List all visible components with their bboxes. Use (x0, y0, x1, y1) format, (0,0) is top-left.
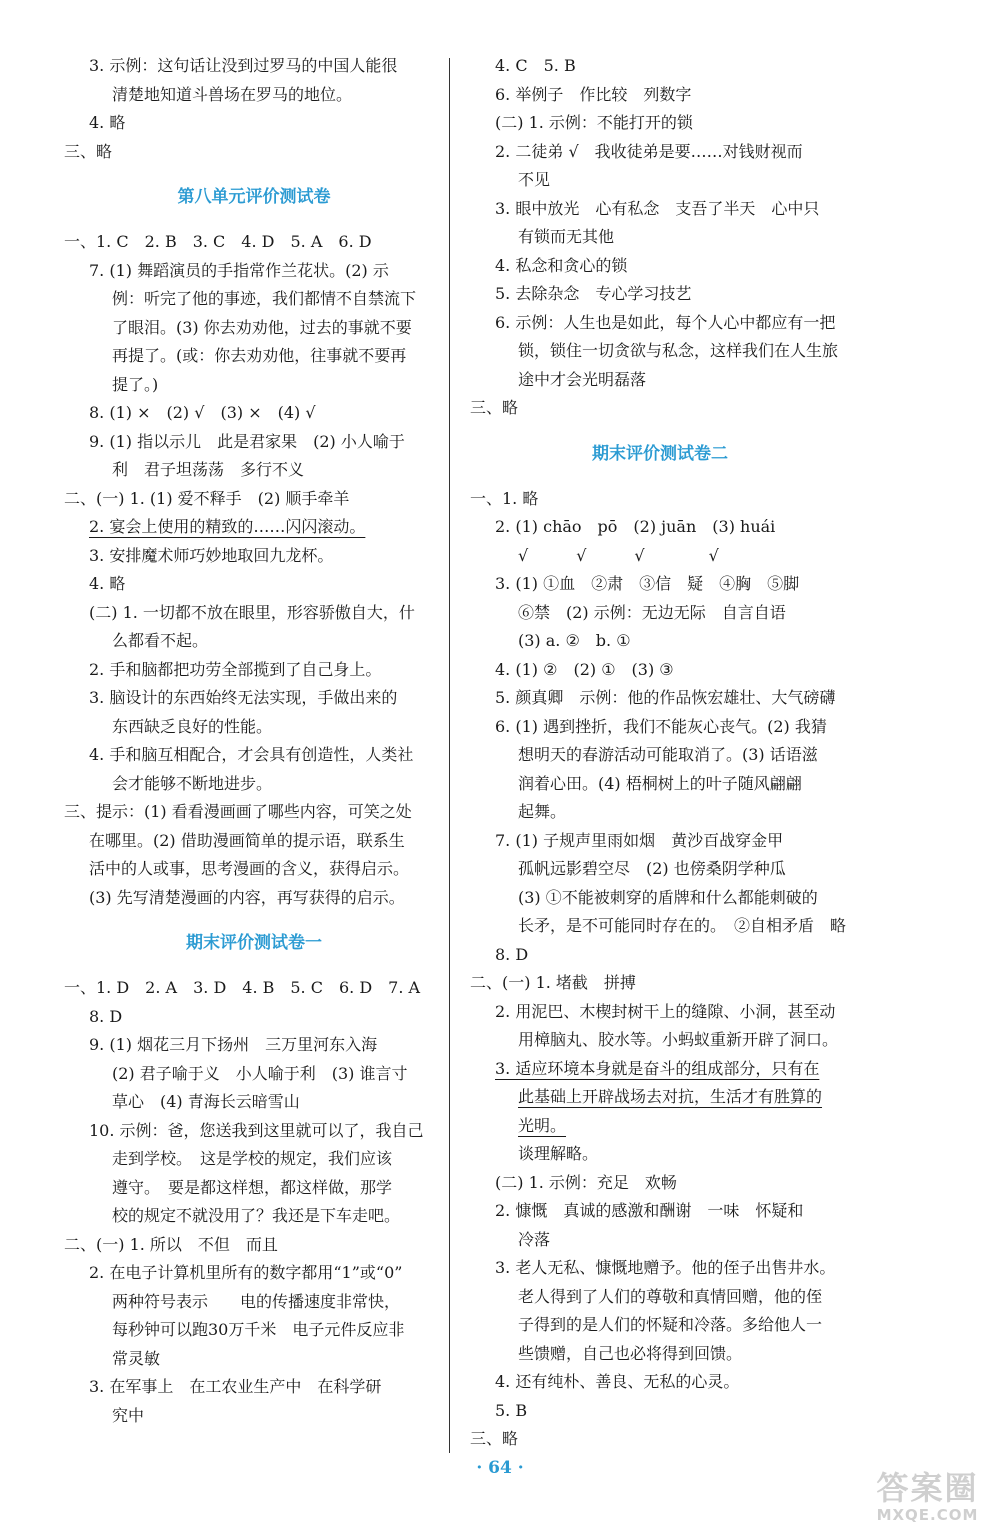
answer-text: 4. C 5. B (495, 56, 576, 75)
answer-text: 利 君子坦荡荡 多行不义 (112, 460, 305, 479)
answer-text: 2. 二徒弟 √ 我收徒弟是要……对钱财视而 (495, 141, 803, 161)
answer-text: 究中 (112, 1405, 145, 1425)
answer-text: (二) 1. 示例：不能打开的锁 (495, 113, 693, 132)
answer-text: 3. 老人无私、慷慨地赠予。他的侄子出售井水。 (495, 1258, 836, 1277)
answer-line (64, 570, 444, 599)
answer-text: 三、提示：(1) 看看漫画画了哪些内容，可笑之处 (64, 802, 412, 821)
answer-text: 3. 适应环境本身就是奋斗的组成部分，只有在 (495, 1058, 820, 1078)
answer-text: (3) 先写清楚漫画的内容，再写获得的启示。 (89, 887, 405, 907)
answer-text: 起舞。 (518, 802, 567, 821)
answer-text: 6. 示例：人生也是如此，每个人心中都应有一把 (495, 312, 836, 332)
answer-text: 东西缺乏良好的性能。 (112, 716, 273, 736)
answer-line (470, 884, 850, 913)
answer-line (64, 1145, 444, 1174)
answer-text: 草心 (4) 青海长云暗雪山 (112, 1092, 300, 1111)
section-title: 期末评价测试卷二 (592, 443, 728, 464)
answer-line (64, 342, 444, 371)
answer-line (64, 713, 444, 742)
answer-line (64, 855, 444, 884)
answer-text: 8. D (495, 944, 529, 964)
answer-line (470, 941, 850, 970)
answer-line (64, 1088, 444, 1117)
answer-text: 2. 手和脑都把功劳全部揽到了自己身上。 (89, 659, 382, 679)
answer-text: 5. 颜真卿 示例：他的作品恢宏雄壮、大气磅礴 (495, 688, 836, 707)
answer-line (64, 1031, 444, 1060)
answer-text: 长矛，是不可能同时存在的。 ②自相矛盾 略 (518, 916, 847, 935)
answer-text: (二) 1. 一切都不放在眼里，形容骄傲自大，什 (89, 602, 415, 622)
answer-text: 二、(一) 1. 堵截 拼搏 (470, 973, 636, 992)
answer-text: 例：听完了他的事迹，我们都情不自禁流下 (112, 289, 417, 308)
answer-text: 清楚地知道斗兽场在罗马的地位。 (112, 84, 353, 104)
answer-line (470, 1425, 850, 1454)
answer-line (64, 1402, 444, 1431)
answer-text: 三、略 (470, 398, 519, 417)
section-title: 第八单元评价测试卷 (177, 187, 331, 207)
answer-line (64, 684, 444, 713)
answer-text: 5. 去除杂念 专心学习技艺 (495, 284, 692, 303)
answer-text: 7. (1) 子规声里雨如烟 黄沙百战穿金甲 (495, 830, 784, 850)
answer-line (64, 456, 444, 485)
answer-text: 3. 示例：这句话让没到过罗马的中国人能很 (89, 56, 398, 75)
answer-line (470, 366, 850, 395)
answer-line (64, 1003, 444, 1032)
answer-text: 遵守。 要是都这样想，都这样做，那学 (112, 1177, 393, 1197)
answer-text: 走到学校。 这是学校的规定，我们应该 (112, 1149, 393, 1168)
left-column (64, 52, 444, 1430)
answer-line (64, 1259, 444, 1288)
answer-text: ⑥禁 (2) 示例：无边无际 自言自语 (518, 602, 786, 622)
answer-line (470, 195, 850, 224)
answer-text: 3. 脑设计的东西始终无法实现，手做出来的 (89, 688, 398, 707)
answer-line (470, 1226, 850, 1255)
answer-text: 一、1. C 2. B 3. C 4. D 5. A 6. D (64, 232, 372, 251)
answer-line (64, 399, 444, 428)
answer-line (64, 974, 444, 1003)
answer-line (470, 827, 850, 856)
answer-text: 么都看不起。 (112, 631, 209, 650)
answer-line (64, 81, 444, 110)
answer-line (64, 371, 444, 400)
answer-line (470, 542, 850, 571)
answer-text: 些馈赠，自己也必将得到回馈。 (518, 1343, 743, 1363)
answer-line (64, 827, 444, 856)
answer-text: 常灵敏 (112, 1348, 161, 1368)
answer-line (470, 912, 850, 941)
answer-text: 6. (1) 遇到挫折，我们不能灰心丧气。(2) 我猜 (495, 716, 827, 736)
answer-line (470, 713, 850, 742)
answer-text: 再提了。(或：你去劝劝他，往事就不要再 (112, 346, 407, 365)
answer-line (470, 1140, 850, 1169)
answer-line (470, 1340, 850, 1369)
answer-text: 3. 眼中放光 心有私念 支吾了半天 心中只 (495, 198, 820, 218)
answer-line (64, 1316, 444, 1345)
answer-line (470, 337, 850, 366)
watermark-line1: 答案圈 (876, 1469, 979, 1507)
answer-text: 一、1. 略 (470, 488, 539, 508)
answer-text: 活中的人或事，思考漫画的含义，获得启示。 (89, 859, 410, 878)
answer-line (64, 485, 444, 514)
page-number: · 64 · (476, 1458, 524, 1478)
answer-line (470, 599, 850, 628)
answer-line (470, 969, 850, 998)
answer-line (64, 513, 444, 542)
answer-text: 两种符号表示 电的传播速度非常快， (112, 1291, 401, 1311)
answer-text: 途中才会光明磊落 (518, 369, 647, 389)
answer-text: 2. 慷慨 真诚的感激和酬谢 一味 怀疑和 (495, 1201, 804, 1220)
answer-line (470, 627, 850, 656)
answer-text: 二、(一) 1. (1) 爱不释手 (2) 顺手牵羊 (64, 488, 350, 508)
answer-line (64, 599, 444, 628)
answer-line (470, 52, 850, 81)
answer-text: 3. 在军事上 在工农业生产中 在科学研 (89, 1377, 382, 1396)
answer-line (470, 1254, 850, 1283)
answer-line (470, 309, 850, 338)
answer-text: 不见 (518, 170, 551, 189)
answer-line (64, 1373, 444, 1402)
answer-line (64, 1174, 444, 1203)
answer-line (64, 1202, 444, 1231)
answer-text: 4. 私念和贪心的锁 (495, 255, 628, 275)
answer-text: 9. (1) 烟花三月下扬州 三万里河东入海 (89, 1035, 378, 1054)
answer-text: 会才能够不断地进步。 (112, 773, 273, 793)
answer-line (470, 280, 850, 309)
answer-text: 7. (1) 舞蹈演员的手指常作兰花状。(2) 示 (89, 260, 389, 280)
answer-text: 光明。 (518, 1115, 567, 1135)
answer-line (470, 770, 850, 799)
answer-line (64, 138, 444, 167)
answer-line (470, 1368, 850, 1397)
answer-line (470, 394, 850, 423)
answer-line (64, 228, 444, 257)
answer-line (470, 741, 850, 770)
answer-line (470, 223, 850, 252)
answer-text: 二、(一) 1. 所以 不但 而且 (64, 1234, 278, 1254)
answer-text: 3. 安排魔术师巧妙地取回九龙杯。 (89, 545, 334, 565)
answer-line (470, 998, 850, 1027)
answer-text: 孤帆远影碧空尽 (2) 也傍桑阴学种瓜 (518, 859, 786, 878)
answer-text: 4. (1) ② (2) ① (3) ③ (495, 659, 674, 679)
answer-line (64, 656, 444, 685)
answer-text: 用樟脑丸、胶水等。小蚂蚁重新开辟了洞口。 (518, 1030, 839, 1049)
answer-text: (3) a. ② b. ① (518, 631, 631, 650)
answer-line (470, 1397, 850, 1426)
answer-line (470, 252, 850, 281)
answer-line (64, 770, 444, 799)
answer-text: 6. 举例子 作比较 列数字 (495, 84, 692, 104)
answer-text: 润着心田。(4) 梧桐树上的叶子随风翩翩 (518, 773, 802, 793)
answer-line (470, 485, 850, 514)
section-title: 期末评价测试卷一 (186, 933, 322, 953)
answer-line (64, 52, 444, 81)
answer-line (64, 314, 444, 343)
answer-text: 想明天的春游活动可能取消了。(3) 话语滋 (518, 745, 818, 764)
answer-text: 三、略 (470, 1429, 519, 1448)
answer-line (470, 109, 850, 138)
right-column (470, 52, 850, 1454)
answer-text: 10. 示例：爸，您送我到这里就可以了，我自己 (89, 1120, 424, 1140)
answer-text: √ √ √ √ (518, 545, 719, 565)
answer-line (470, 1026, 850, 1055)
answer-line (470, 1055, 850, 1084)
answer-text: 4. 略 (89, 574, 126, 593)
answer-text: 提了。) (112, 374, 159, 394)
answer-text: 锁，锁住一切贪欲与私念，这样我们在人生旅 (518, 341, 839, 360)
answer-text: 三、略 (64, 141, 113, 161)
answer-line (470, 1197, 850, 1226)
answer-text: 老人得到了人们的尊敬和真情回赠，他的侄 (518, 1286, 823, 1306)
answer-text: 子得到的是人们的怀疑和冷落。多给他人一 (518, 1315, 823, 1334)
answer-text: 8. (1) × (2) √ (3) × (4) √ (89, 403, 316, 422)
answer-text: 5. B (495, 1400, 528, 1420)
answer-line (470, 855, 850, 884)
answer-text: 冷落 (518, 1229, 551, 1249)
answer-text: 2. (1) chāo pō (2) juān (3) huái (495, 517, 776, 536)
answer-line (470, 1283, 850, 1312)
answer-line (64, 109, 444, 138)
answer-text: 4. 略 (89, 113, 126, 132)
column-divider (449, 58, 450, 1453)
answer-line (470, 570, 850, 599)
answer-line (470, 1311, 850, 1340)
answer-text: 每秒钟可以跑30万千米 电子元件反应非 (112, 1320, 405, 1339)
answer-text: 了眼泪。(3) 你去劝劝他，过去的事就不要 (112, 317, 412, 337)
answer-line (470, 138, 850, 167)
answer-text: 4. 还有纯朴、善良、无私的心灵。 (495, 1372, 740, 1391)
answer-text: 2. 在电子计算机里所有的数字都用“1”或“0” (89, 1263, 403, 1282)
answer-line (470, 1112, 850, 1141)
answer-line (64, 428, 444, 457)
answer-line (470, 656, 850, 685)
answer-text: 有锁而无其他 (518, 227, 615, 246)
answer-line (470, 1169, 850, 1198)
answer-line (64, 884, 444, 913)
answer-line (64, 542, 444, 571)
answer-line (470, 1083, 850, 1112)
answer-text: 2. 宴会上使用的精致的……闪闪滚动。 (89, 517, 366, 536)
answer-line (64, 285, 444, 314)
answer-line (64, 1345, 444, 1374)
answer-text: 谈理解略。 (518, 1144, 599, 1163)
watermark-logo (860, 1470, 995, 1528)
answer-text: (2) 君子喻于义 小人喻于利 (3) 谁言寸 (112, 1063, 408, 1083)
answer-text: (二) 1. 示例：充足 欢畅 (495, 1172, 677, 1192)
answer-text: 4. 手和脑互相配合，才会具有创造性，人类社 (89, 745, 414, 764)
answer-text: 8. D (89, 1006, 123, 1026)
answer-line (470, 798, 850, 827)
answer-text: 2. 用泥巴、木楔封树干上的缝隙、小洞，甚至动 (495, 1001, 836, 1021)
answer-text: 校的规定不就没用了？我还是下车走吧。 (112, 1206, 401, 1225)
answer-line (64, 1288, 444, 1317)
answer-text: 9. (1) 指以示儿 此是君家果 (2) 小人喻于 (89, 431, 405, 451)
watermark-line2: MXQE.COM (876, 1506, 979, 1524)
answer-text: 此基础上开辟战场去对抗，生活才有胜算的 (518, 1087, 823, 1106)
answer-line (64, 798, 444, 827)
answer-line (64, 1231, 444, 1260)
answer-line (64, 1117, 444, 1146)
answer-text: 在哪里。(2) 借助漫画简单的提示语，联系生 (89, 830, 405, 850)
answer-line (470, 166, 850, 195)
answer-line (470, 81, 850, 110)
answer-line (64, 741, 444, 770)
answer-line (470, 684, 850, 713)
answer-line (64, 627, 444, 656)
answer-text: (3) ①不能被刺穿的盾牌和什么都能刺破的 (518, 887, 818, 907)
answer-text: 一、1. D 2. A 3. D 4. B 5. C 6. D 7. A (64, 978, 421, 997)
answer-line (64, 1060, 444, 1089)
answer-line (64, 257, 444, 286)
answer-line (470, 513, 850, 542)
answer-text: 3. (1) ①血 ②肃 ③信 疑 ④胸 ⑤脚 (495, 574, 800, 593)
